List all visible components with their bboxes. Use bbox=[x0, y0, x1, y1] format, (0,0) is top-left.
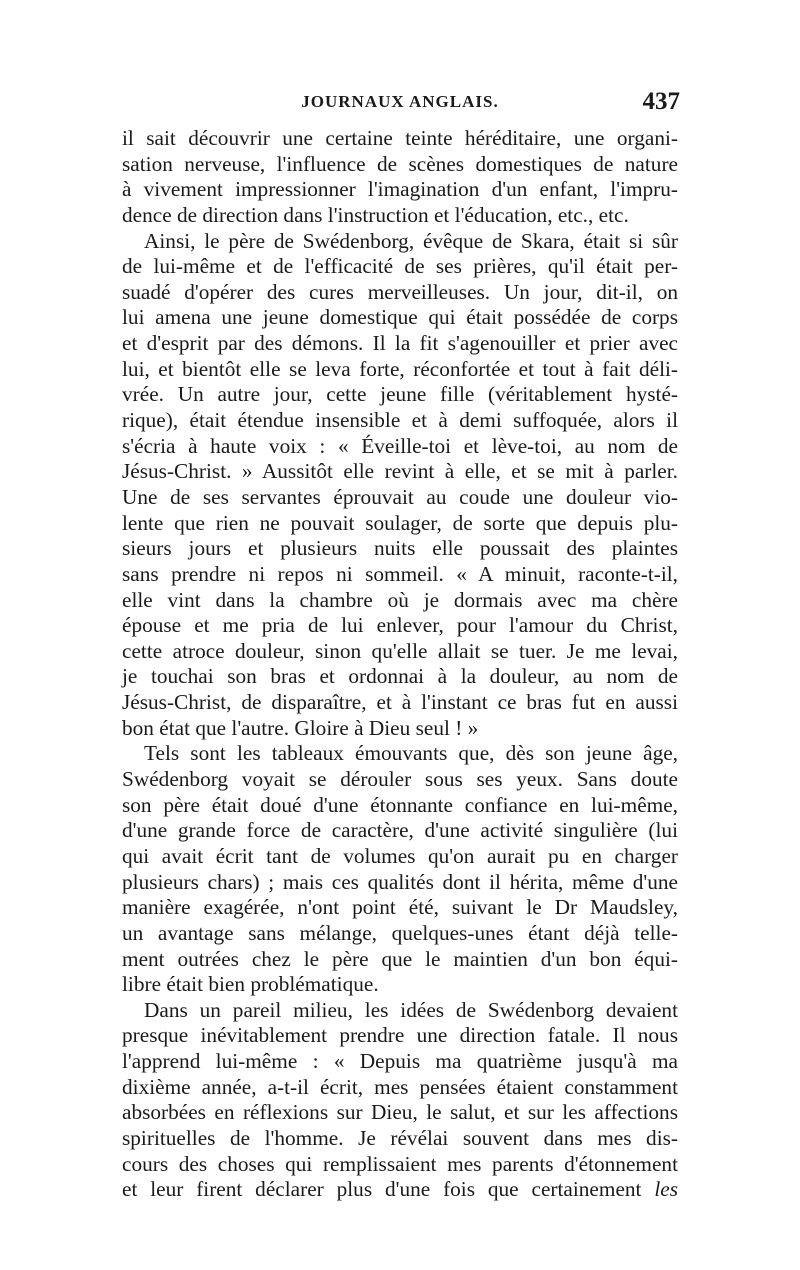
text-line: l'apprend lui-même : « Depuis ma quatrième jusqu'à ma bbox=[122, 1049, 678, 1074]
body-text bbox=[122, 126, 678, 1203]
text-line: il sait découvrir une certaine teinte héréditaire, une organi- bbox=[122, 126, 678, 150]
running-title: JOURNAUX ANGLAIS. bbox=[301, 92, 499, 111]
text-line: suadé d'opérer des cures merveilleuses. Un jour, dit-il, on bbox=[122, 279, 678, 304]
text-line: absorbées en réflexions sur Dieu, le salut, et sur les affections bbox=[122, 1100, 678, 1125]
text-line: manière exagérée, n'ont point été, suivant le Dr Maudsley, bbox=[122, 895, 678, 920]
running-head bbox=[120, 88, 680, 118]
text-line: dence de direction dans l'instruction et l'éducation, etc., etc. bbox=[122, 202, 629, 227]
text-line: bon état que l'autre. Gloire à Dieu seul ! » bbox=[122, 715, 479, 740]
text-line: spirituelles de l'homme. Je révélai souvent dans mes dis- bbox=[122, 1125, 678, 1150]
text-line: qui avait écrit tant de volumes qu'on aurait pu en charger bbox=[122, 843, 678, 868]
text-line: Dans un pareil milieu, les idées de Swédenborg devaient bbox=[144, 997, 678, 1022]
text-line-final bbox=[122, 1177, 678, 1203]
text-line: Ainsi, le père de Swédenborg, évêque de Skara, était si sûr bbox=[144, 228, 678, 253]
text-line: elle vint dans la chambre où je dormais avec ma chère bbox=[122, 587, 678, 612]
text-line: lui amena une jeune domestique qui était possédée de corps bbox=[122, 305, 678, 330]
text-line: et d'esprit par des démons. Il la fit s'agenouiller et prier avec bbox=[122, 331, 678, 356]
text-line: libre était bien problématique. bbox=[122, 972, 379, 997]
text-line: à vivement impressionner l'imagination d'un enfant, l'impru- bbox=[122, 177, 678, 202]
text-line: lente que rien ne pouvait soulager, de sorte que depuis plu- bbox=[122, 510, 678, 535]
text-line: sieurs jours et plusieurs nuits elle poussait des plaintes bbox=[122, 536, 678, 561]
text-line: Swédenborg voyait se dérouler sous ses yeux. Sans doute bbox=[122, 767, 678, 792]
text-line: cette atroce douleur, sinon qu'elle allait se tuer. Je me levai, bbox=[122, 638, 678, 663]
text-line: épouse et me pria de lui enlever, pour l'amour du Christ, bbox=[122, 613, 678, 638]
text-line: cours des choses qui remplissaient mes parents d'étonnement bbox=[122, 1151, 678, 1176]
text-line: Jésus-Christ. » Aussitôt elle revint à elle, et se mit à parler. bbox=[122, 459, 678, 484]
text-line: s'écria à haute voix : « Éveille-toi et lève-toi, au nom de bbox=[122, 433, 678, 458]
final-line-text: et leur firent déclarer plus d'une fois que certainement bbox=[122, 1177, 642, 1202]
text-line: plusieurs chars) ; mais ces qualités dont il hérita, même d'une bbox=[122, 869, 678, 894]
page-number: 437 bbox=[642, 88, 680, 115]
text-line: sation nerveuse, l'influence de scènes domestiques de nature bbox=[122, 151, 678, 176]
text-line: Jésus-Christ, de disparaître, et à l'instant ce bras fut en aussi bbox=[122, 690, 678, 715]
text-line: Une de ses servantes éprouvait au coude une douleur vio- bbox=[122, 484, 678, 509]
text-line: presque inévitablement prendre une direction fatale. Il nous bbox=[122, 1023, 678, 1048]
text-line: Tels sont les tableaux émouvants que, dès son jeune âge, bbox=[144, 741, 678, 766]
text-line: lui, et bientôt elle se leva forte, réconfortée et tout à fait déli- bbox=[122, 356, 678, 381]
text-line: ment outrées chez le père que le maintien d'un bon équi- bbox=[122, 946, 678, 971]
text-line: d'une grande force de caractère, d'une activité singulière (lui bbox=[122, 818, 678, 843]
text-line: un avantage sans mélange, quelques-unes étant déjà telle- bbox=[122, 920, 678, 945]
text-line: son père était doué d'une étonnante confiance en lui-même, bbox=[122, 792, 678, 817]
text-line: dixième année, a-t-il écrit, mes pensées étaient constamment bbox=[122, 1074, 678, 1099]
text-line: sans prendre ni repos ni sommeil. « A minuit, raconte-t-il, bbox=[122, 561, 678, 586]
text-line: je touchai son bras et ordonnai à la douleur, au nom de bbox=[122, 664, 678, 689]
text-line: vrée. Un autre jour, cette jeune fille (véritablement hysté- bbox=[122, 382, 678, 407]
text-line: rique), était étendue insensible et à demi suffoquée, alors il bbox=[122, 408, 678, 433]
text-line: de lui-même et de l'efficacité de ses prières, qu'il était per- bbox=[122, 254, 678, 279]
italic-catchword: les bbox=[654, 1177, 679, 1202]
